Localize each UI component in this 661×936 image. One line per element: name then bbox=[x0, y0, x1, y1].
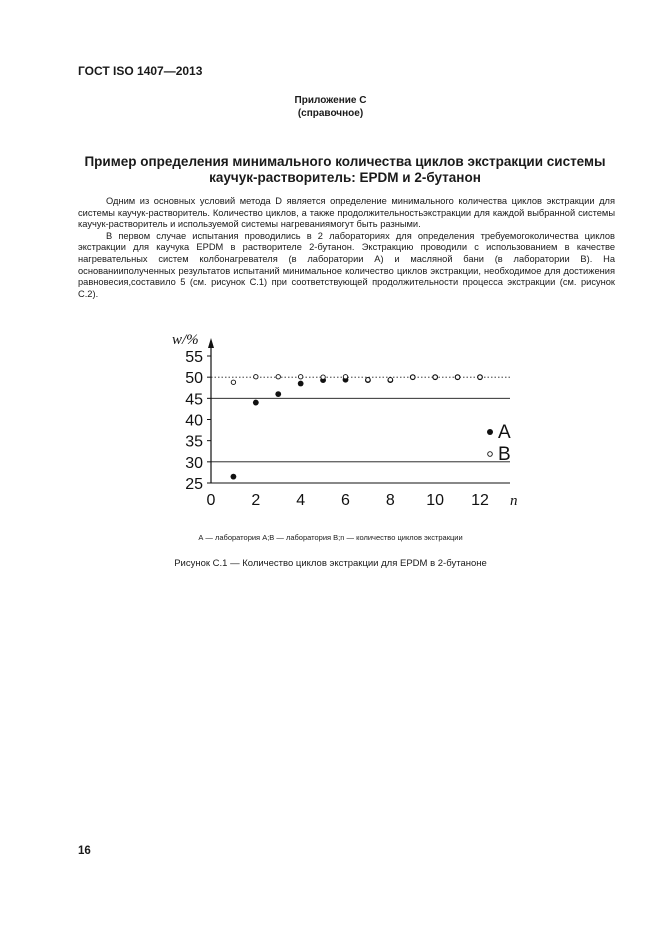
appendix-heading bbox=[0, 94, 661, 120]
y-axis-label: w/% bbox=[172, 332, 199, 348]
data-point-series-B bbox=[478, 375, 482, 379]
x-tick-label: 6 bbox=[341, 492, 350, 509]
data-point-series-B bbox=[343, 375, 347, 379]
figure-legend: А — лаборатория А;В — лаборатория В;n — количество циклов экстракции bbox=[198, 533, 463, 542]
y-tick-label: 35 bbox=[185, 433, 203, 451]
legend-marker-A bbox=[487, 429, 493, 435]
extraction-cycles-chart bbox=[150, 326, 530, 516]
data-point-series-B bbox=[388, 378, 392, 382]
y-tick-label: 45 bbox=[185, 391, 203, 409]
data-point-series-A bbox=[298, 381, 304, 387]
data-point-series-B bbox=[231, 380, 235, 384]
page-number: 16 bbox=[78, 845, 91, 857]
appendix-note: (справочное) bbox=[297, 108, 364, 119]
x-tick-label: 4 bbox=[296, 492, 306, 509]
body-text bbox=[78, 196, 615, 300]
data-point-series-B bbox=[433, 375, 437, 379]
x-tick-label: 8 bbox=[385, 492, 395, 509]
data-point-series-B bbox=[254, 375, 258, 379]
data-point-series-A bbox=[275, 391, 281, 397]
y-tick-label: 50 bbox=[185, 370, 203, 388]
data-point-series-B bbox=[276, 375, 280, 379]
data-point-series-B bbox=[455, 375, 459, 379]
document-header: ГОСТ ISO 1407—2013 bbox=[78, 64, 203, 78]
legend-marker-B bbox=[488, 452, 493, 457]
y-tick-label: 25 bbox=[185, 476, 203, 493]
x-tick-label: 2 bbox=[251, 492, 261, 509]
x-axis-label: n bbox=[510, 493, 518, 509]
y-axis-arrow bbox=[208, 338, 214, 348]
x-tick-label: 0 bbox=[206, 492, 216, 509]
data-point-series-B bbox=[411, 375, 415, 379]
paragraph-2: В первом случае испытания проводились в 2 лабораториях для определения требуемогоколичества циклов экстракции для каучука EPDM в растворителе 2-бутанон. Экстракцию проводили с использованием в качестве нагревательных систем колбонагревателя (в лаборатории А) и масляной бани (в лаборатории В). На основанииполученных результатов испытаний минимальное количество циклов экстракции, необходимое для достижения равновесия,составило 5 (см. рисунок С.1) при соответствующей продолжительности процесса экстракции (см. рисунок С.2). bbox=[78, 230, 615, 299]
x-tick-label: 10 bbox=[426, 492, 445, 509]
paragraph-1: Одним из основных условий метода D является определение минимального количества циклов экстракции для системы каучук-растворитель. Количество циклов, а также продолжительностьэкстракции для каждой выбранной системы каучук-растворитель и используемой системы нагреваниямогут быть разными. bbox=[78, 196, 615, 230]
y-tick-label: 40 bbox=[185, 412, 203, 430]
figure-caption: Рисунок С.1 — Количество циклов экстракции для EPDM в 2-бутаноне bbox=[174, 558, 487, 569]
legend-label-A: A bbox=[498, 422, 511, 443]
data-point-series-A bbox=[253, 400, 259, 406]
data-point-series-B bbox=[298, 375, 302, 379]
y-tick-label: 30 bbox=[185, 454, 203, 472]
section-title: Пример определения минимального количества циклов экстракции системы каучук-растворитель: EPDM и 2-бутанон bbox=[84, 154, 606, 185]
appendix-label: Приложение С bbox=[294, 95, 367, 106]
legend-label-B: B bbox=[498, 444, 511, 465]
data-point-series-A bbox=[231, 474, 237, 480]
data-point-series-B bbox=[366, 378, 370, 382]
x-tick-label: 12 bbox=[471, 492, 489, 509]
data-point-series-B bbox=[321, 375, 325, 379]
y-tick-label: 55 bbox=[185, 349, 203, 366]
